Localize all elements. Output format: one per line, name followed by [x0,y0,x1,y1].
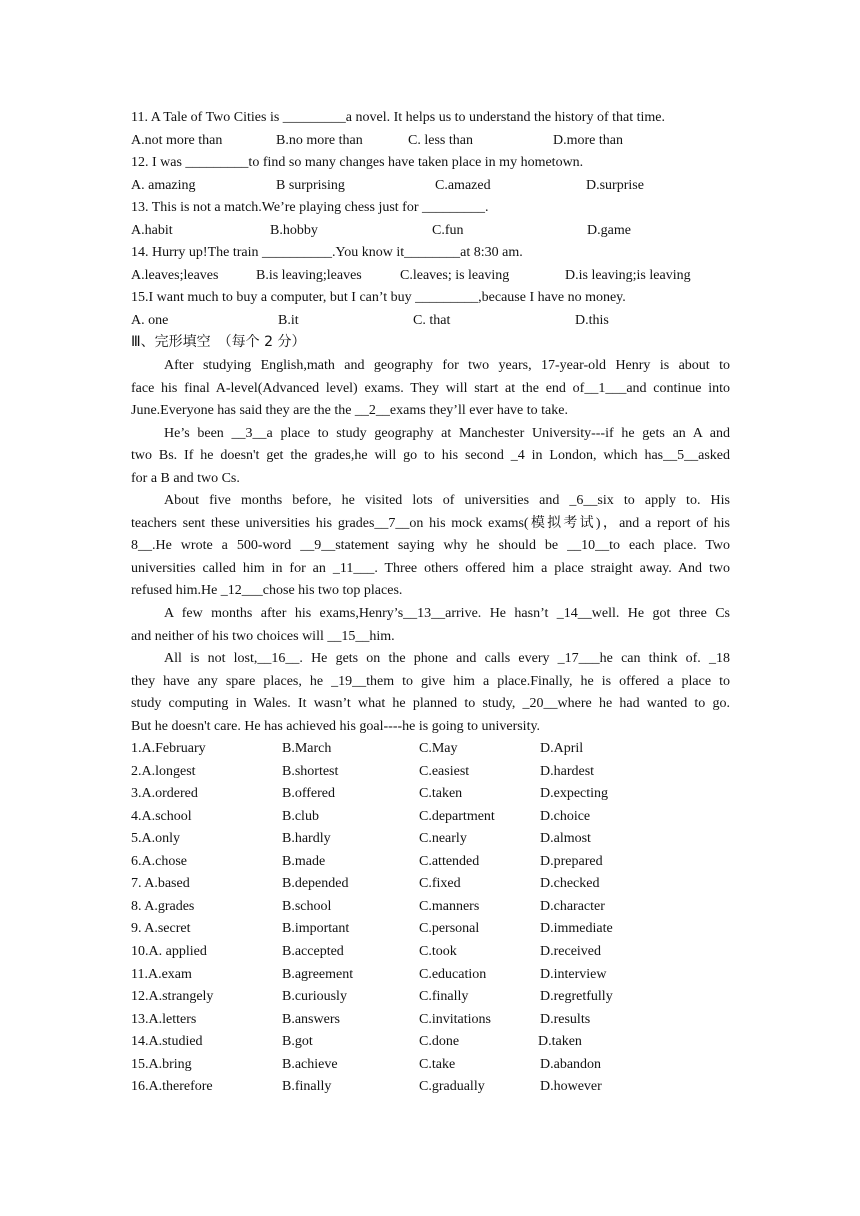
cloze-option-8-d: D.character [540,898,605,914]
cloze-option-7-d: D.checked [540,876,600,892]
cloze-option-8-c: C.manners [419,898,480,914]
cloze-option-16-a: 16.A.therefore [131,1079,213,1095]
cloze-option-7-a: 7. A.based [131,876,190,892]
cloze-option-16-b: B.finally [282,1079,332,1095]
passage-line: June.Everyone has said they are the the __2__exams they’ll ever have to take. [131,403,568,418]
passage-line: About five months before, he visited lots of universities and _6__six to apply to. His [164,493,730,508]
cloze-option-12-a: 12.A.strangely [131,989,214,1005]
passage-line: teachers sent these universities his grades__7__on his mock exams(模拟考试)，and a report of his [131,516,730,531]
passage-line: and neither of his two choices will __15__him. [131,629,395,644]
option-b: B surprising [276,178,345,193]
cloze-option-10-c: C.took [419,943,457,959]
cloze-option-7-b: B.depended [282,876,349,892]
option-d: D.surprise [586,178,644,193]
cloze-option-6-d: D.prepared [540,853,603,869]
cloze-option-5-b: B.hardly [282,831,331,847]
passage-line: But he doesn't care. He has achieved his goal----he is going to university. [131,719,541,734]
cloze-option-12-d: D.regretfully [540,989,613,1005]
cloze-option-15-b: B.achieve [282,1056,338,1072]
option-c: C.amazed [435,178,491,193]
cloze-option-9-c: C.personal [419,921,480,937]
question-12: 12. I was _________to find so many changes have taken place in my hometown. [131,155,584,170]
cloze-option-10-d: D.received [540,943,602,959]
cloze-option-12-b: B.curiously [282,989,347,1005]
option-d: D.game [587,223,631,238]
cloze-option-10-b: B.accepted [282,943,344,959]
question-14: 14. Hurry up!The train __________.You know it________at 8:30 am. [131,245,523,260]
option-c: C. less than [408,133,473,148]
cloze-option-3-b: B.offered [282,786,335,802]
section-heading: Ⅲ、完形填空 （每个 2 分） [131,334,306,350]
cloze-option-1-a: 1.A.February [131,741,206,756]
passage-line: A few months after his exams,Henry’s__13__arrive. He hasn’t _14__well. He got three Cs [164,606,730,621]
option-d: D.this [575,313,609,328]
cloze-option-14-c: C.done [419,1034,460,1050]
cloze-option-2-d: D.hardest [540,763,595,779]
option-d: D.more than [553,133,623,148]
option-d: D.is leaving;is leaving [565,268,691,283]
cloze-option-16-d: D.however [540,1079,602,1095]
cloze-option-14-a: 14.A.studied [131,1034,203,1050]
passage-line: 8__.He wrote a 500-word __9__statement saying why he should be __10__to each place. Two [131,538,730,553]
cloze-option-5-c: C.nearly [419,831,467,847]
passage-line: universities called him in for an _11___. Three others offered him a place straight away. And two [131,561,730,576]
passage-line: study computing in Wales. It wasn’t what he planned to study, _20__where he had wanted to go. [131,696,730,711]
cloze-option-9-a: 9. A.secret [131,921,191,937]
passage-line: After studying English,math and geography for two years, 17-year-old Henry is about to [164,358,730,373]
option-b: B.hobby [270,223,318,238]
cloze-option-5-d: D.almost [540,831,591,847]
option-c: C.leaves; is leaving [400,268,510,283]
option-a: A. amazing [131,178,196,193]
cloze-option-15-d: D.abandon [540,1056,602,1072]
passage-line: refused him.He _12___chose his two top places. [131,583,403,598]
passage-line: He’s been __3__a place to study geography at Manchester University---if he gets an A and [164,426,730,441]
cloze-option-9-b: B.important [282,921,350,937]
cloze-option-14-b: B.got [282,1034,313,1050]
cloze-option-4-a: 4.A.school [131,808,192,824]
option-c: C.fun [432,223,464,238]
cloze-option-11-b: B.agreement [282,966,354,982]
cloze-option-2-b: B.shortest [282,763,339,779]
cloze-option-1-d: D.April [540,741,584,756]
option-a: A.leaves;leaves [131,268,219,283]
cloze-option-15-c: C.take [419,1056,456,1072]
cloze-option-13-a: 13.A.letters [131,1011,197,1027]
passage-line: face his final A-level(Advanced level) exams. They will start at the end of__1___and continue into [131,381,730,396]
cloze-option-12-c: C.finally [419,989,469,1005]
cloze-option-4-c: C.department [419,808,495,824]
cloze-option-13-b: B.answers [282,1011,340,1027]
option-a: A.habit [131,223,173,238]
option-c: C. that [413,313,451,328]
cloze-option-10-a: 10.A. applied [131,943,207,959]
cloze-option-4-d: D.choice [540,808,591,824]
cloze-option-4-b: B.club [282,808,319,824]
cloze-option-9-d: D.immediate [540,921,613,937]
question-15: 15.I want much to buy a computer, but I can’t buy _________,because I have no money. [131,290,626,305]
cloze-option-11-d: D.interview [540,966,607,982]
cloze-option-5-a: 5.A.only [131,831,180,847]
passage-line: two Bs. If he doesn't get the grades,he will go to his second _4 in London, which has__5__asked [131,448,730,463]
option-a: A. one [131,313,169,328]
cloze-option-11-a: 11.A.exam [131,966,192,982]
cloze-option-3-d: D.expecting [540,786,609,802]
cloze-option-16-c: C.gradually [419,1079,485,1095]
option-a: A.not more than [131,133,223,148]
passage-line: they have any spare places, he _19__them to give him a place.Finally, he is offered a place to [131,674,730,689]
option-b: B.no more than [276,133,363,148]
cloze-option-3-c: C.taken [419,786,463,802]
cloze-option-1-b: B.March [282,741,332,756]
cloze-option-8-a: 8. A.grades [131,898,195,914]
cloze-option-8-b: B.school [282,898,332,914]
cloze-option-1-c: C.May [419,741,458,756]
question-13: 13. This is not a match.We’re playing chess just for _________. [131,200,489,215]
cloze-option-15-a: 15.A.bring [131,1056,192,1072]
cloze-option-7-c: C.fixed [419,876,461,892]
cloze-option-13-c: C.invitations [419,1011,491,1027]
cloze-option-11-c: C.education [419,966,487,982]
cloze-option-2-c: C.easiest [419,763,470,779]
option-b: B.it [278,313,299,328]
cloze-option-6-c: C.attended [419,853,480,869]
question-11: 11. A Tale of Two Cities is _________a novel. It helps us to understand the history of that time. [131,110,666,125]
cloze-option-3-a: 3.A.ordered [131,786,198,802]
cloze-option-6-a: 6.A.chose [131,853,187,869]
cloze-option-6-b: B.made [282,853,326,869]
option-b: B.is leaving;leaves [256,268,362,283]
passage-line: All is not lost,__16__. He gets on the phone and calls every _17___he can think of. _18 [164,651,730,666]
cloze-option-13-d: D.results [540,1011,591,1027]
cloze-option-14-d: D.taken [538,1034,582,1050]
passage-line: for a B and two Cs. [131,471,240,486]
cloze-option-2-a: 2.A.longest [131,763,196,779]
